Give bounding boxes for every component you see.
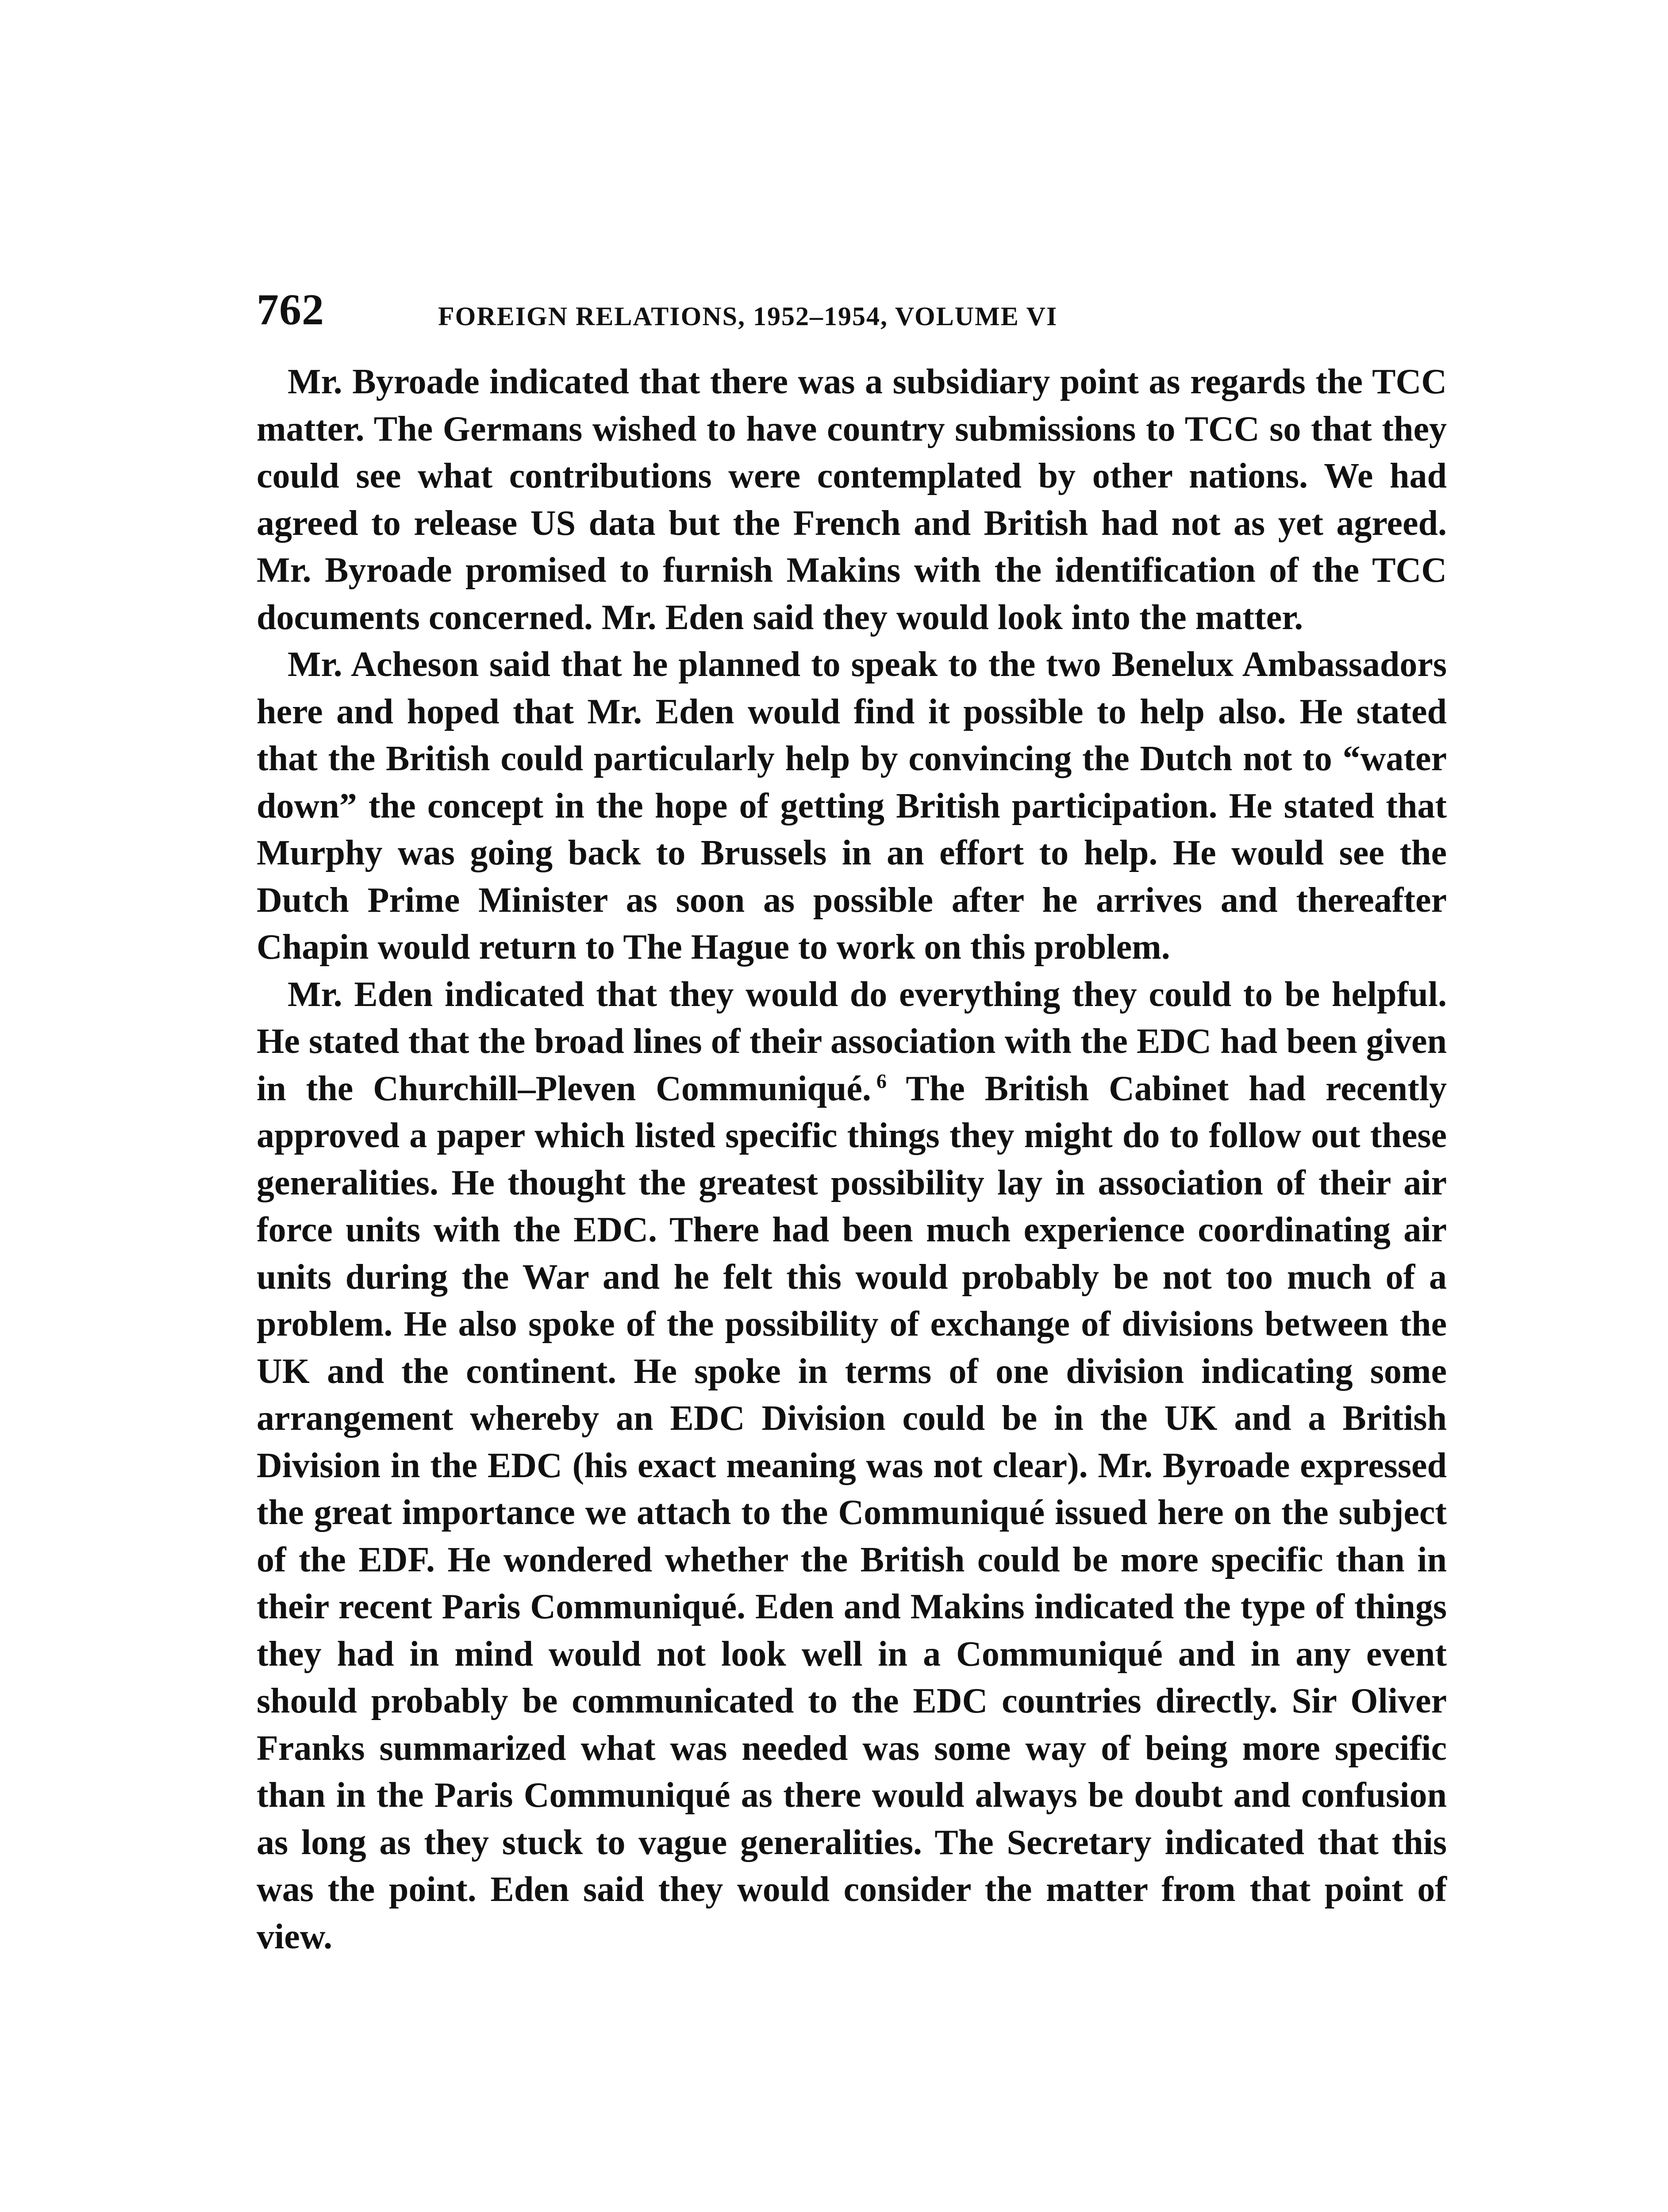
- page-header: [257, 283, 1442, 345]
- paragraph: Mr. Byroade indicated that there was a subsidiary point as regards the TCC matter. The Germans wished to have country submissions to TCC so that they could see what contributions were contemplated by other nations. We had agreed to release US data but the French and British had not as yet agreed. Mr. Byroade promised to furnish Makins with the identification of the TCC documents concerned. Mr. Eden said they would look into the matter.: [257, 362, 1447, 637]
- paragraph: [257, 641, 1447, 971]
- body-text: [257, 358, 1447, 1960]
- footnote-reference[interactable]: 6: [876, 1069, 887, 1092]
- running-head: FOREIGN RELATIONS, 1952–1954, VOLUME VI: [438, 302, 1058, 331]
- paragraph-text: Mr. Acheson said that he planned to speak to the two Benelux Ambassadors here and hoped that Mr. Eden would find it possible to help also. He stated that the British could particularly help by convincing the Dutch not to “water down” the concept in the hope of getting British participation. He stated that Murphy was going back to Brussels in an effort to help. He would see the Dutch Prime Minister as soon as possible after he arrives and thereafter Chapin would return to The Hague to work on this problem.: [257, 645, 1447, 967]
- paragraph-text: Mr. Eden indicated that they would do everything they could to be helpful. He stated that the broad lines of their association with the EDC had been given in the Churchill–Pleven Communiqué.: [257, 975, 1447, 1108]
- page-number: 762: [257, 285, 324, 334]
- paragraph: [257, 971, 1447, 1961]
- paragraph-text-continued: The British Cabinet had recently approved a paper which listed specific things they might do to follow out these generalities. He thought the greatest possibility lay in association of their air force units with the EDC. There had been much experience coordinating air units during the War and he felt this would probably be not too much of a problem. He also spoke of the possibility of exchange of divisions between the UK and the continent. He spoke in terms of one division indicating some arrangement whereby an EDC Division could be in the UK and a British Division in the EDC (his exact meaning was not clear). Mr. Byroade expressed the great importance we attach to the Communiqué issued here on the subject of the EDF. He wondered whether the British could be more specific than in their recent Paris Communiqué. Eden and Makins indicated the type of things they had in mind would not look well in a Communiqué and in any event should probably be communicated to the EDC countries directly. Sir Oliver Franks summarized what was needed was some way of being more specific than in the Paris Communiqué as there would always be doubt and confusion as long as they stuck to vague generalities. The Secretary indicated that this was the point. Eden said they would consider the matter from that point of view.: [257, 1069, 1447, 1956]
